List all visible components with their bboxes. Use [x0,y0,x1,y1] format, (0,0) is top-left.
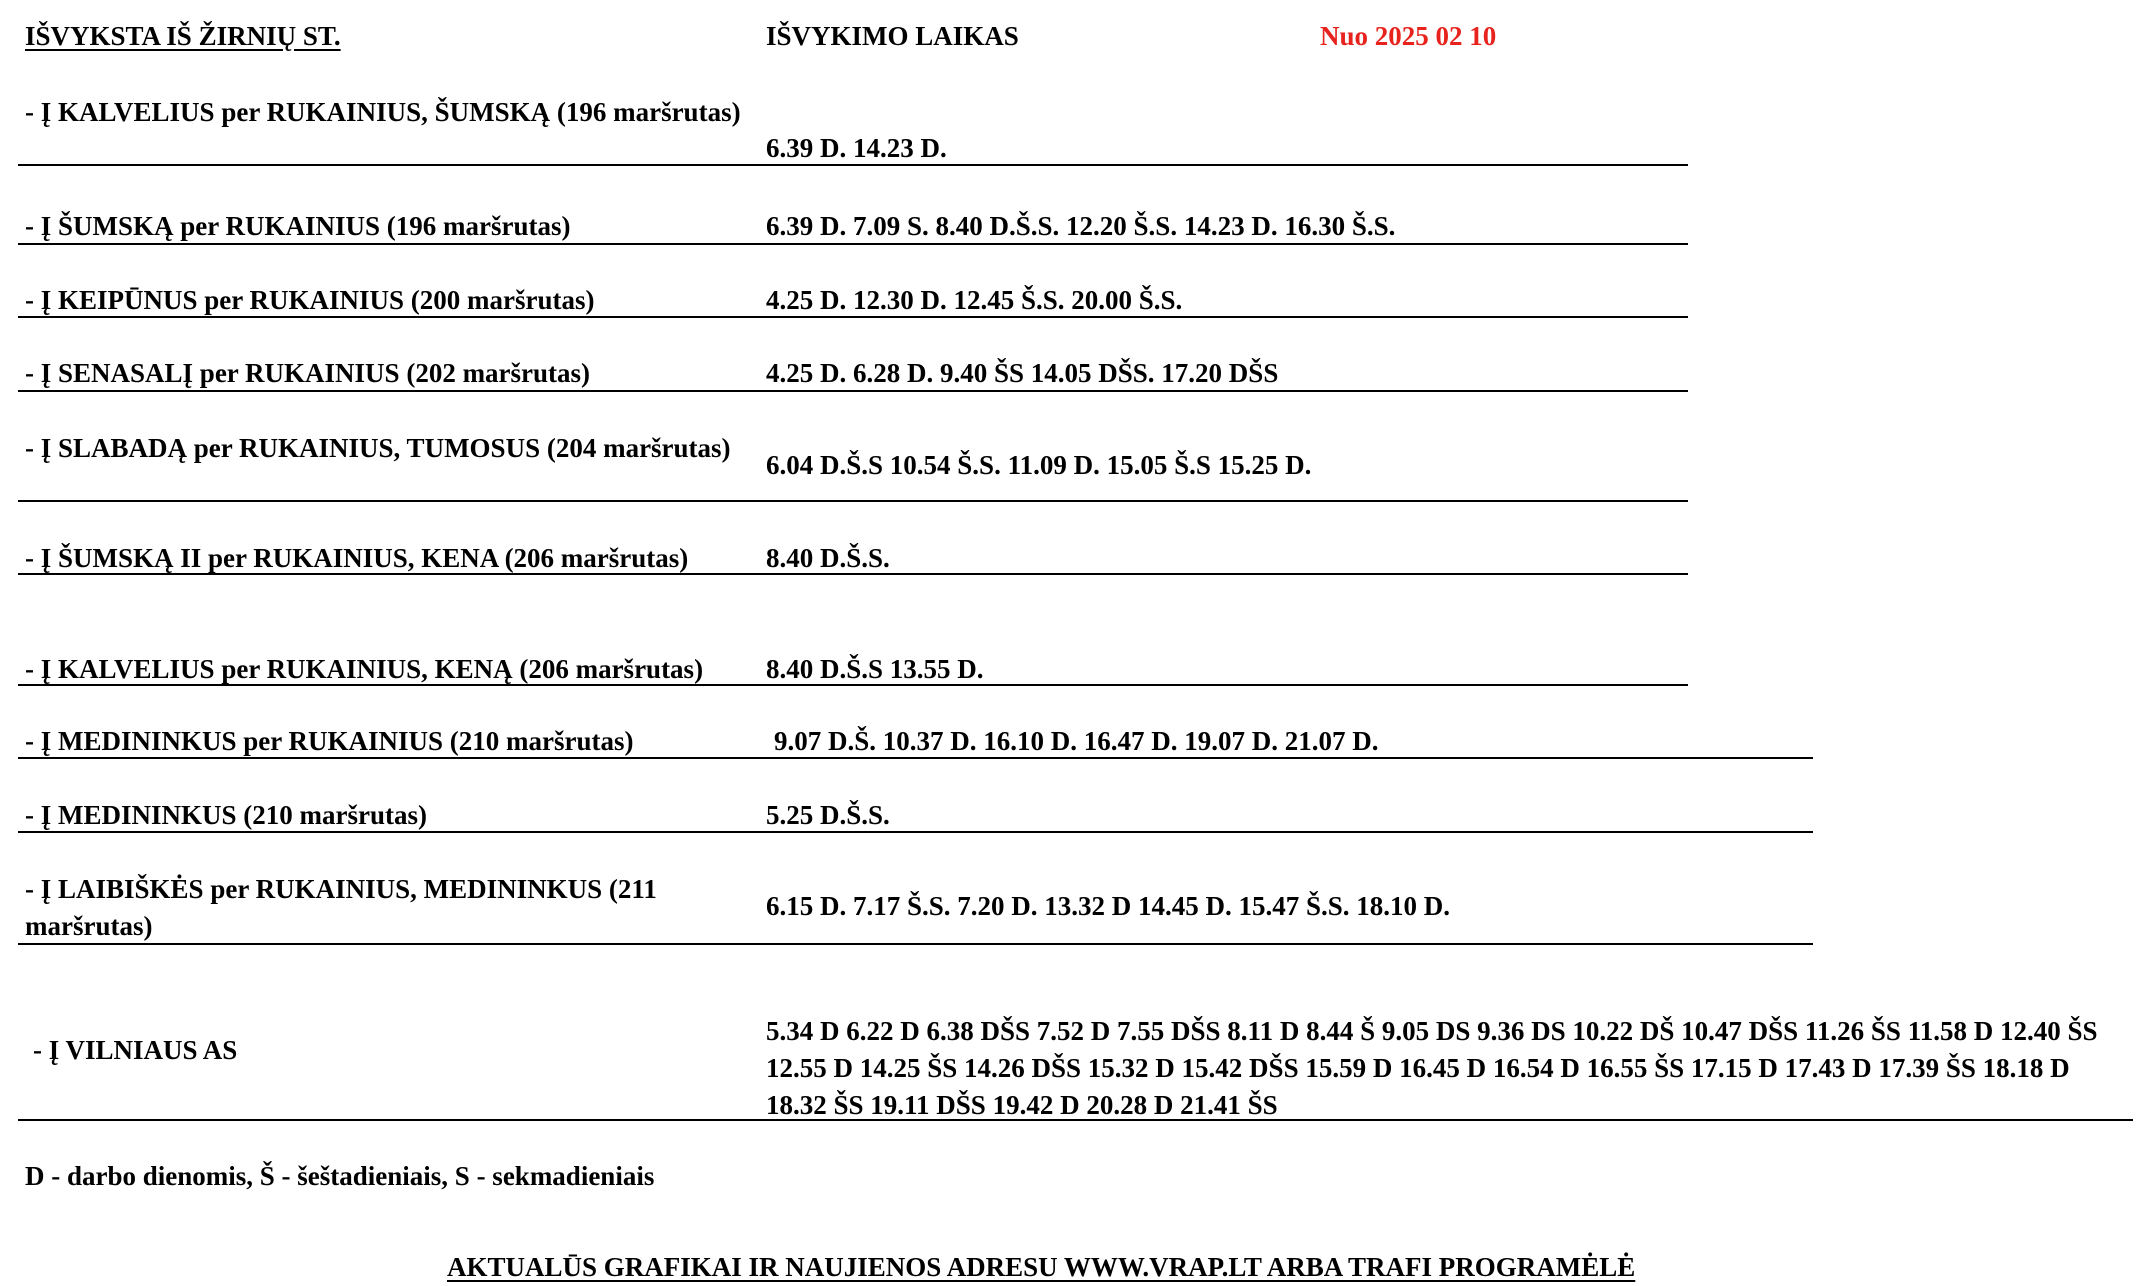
route-destination: - Į KALVELIUS per RUKAINIUS, ŠUMSKĄ (196 maršrutas) [25,97,741,127]
route-times: 9.07 D.Š. 10.37 D. 16.10 D. 16.47 D. 19.07 D. 21.07 D. [774,726,1379,756]
route-destination: - Į ŠUMSKĄ II per RUKAINIUS, KENA (206 maršrutas) [25,543,689,573]
route-times: 6.04 D.Š.S 10.54 Š.S. 11.09 D. 15.05 Š.S 15.25 D. [766,450,1312,480]
route-times: 8.40 D.Š.S. [766,543,890,573]
header-departure-time: IŠVYKIMO LAIKAS [766,21,1019,51]
route-times: 6.39 D. 7.09 S. 8.40 D.Š.S. 12.20 Š.S. 14.23 D. 16.30 Š.S. [766,211,1396,241]
row-divider [18,243,1688,245]
row-divider [18,757,1813,759]
row-divider [18,500,1688,502]
route-times: 8.40 D.Š.S 13.55 D. [766,654,984,684]
row-divider [18,316,1688,318]
row-divider [18,943,1813,945]
route-destination: - Į MEDININKUS (210 maršrutas) [25,800,427,830]
row-divider [18,1119,2133,1121]
route-destination: - Į KALVELIUS per RUKAINIUS, KENĄ (206 maršrutas) [25,654,704,684]
route-destination: - Į LAIBIŠKĖS per RUKAINIUS, MEDININKUS (211 maršrutas) [25,874,657,941]
header-valid-from: Nuo 2025 02 10 [1320,21,1497,51]
route-destination: - Į ŠUMSKĄ per RUKAINIUS (196 maršrutas) [25,211,571,241]
route-destination: - Į MEDININKUS per RUKAINIUS (210 maršrutas) [25,726,634,756]
route-destination: - Į SLABADĄ per RUKAINIUS, TUMOSUS (204 maršrutas) [25,433,731,463]
route-destination: - Į SENASALĮ per RUKAINIUS (202 maršrutas) [25,358,591,388]
route-times: 4.25 D. 6.28 D. 9.40 ŠS 14.05 DŠS. 17.20 DŠS [766,358,1279,388]
header-departs-from: IŠVYKSTA IŠ ŽIRNIŲ ST. [25,21,341,51]
route-destination: - Į KEIPŪNUS per RUKAINIUS (200 maršrutas) [25,285,595,315]
route-times: 6.15 D. 7.17 Š.S. 7.20 D. 13.32 D 14.45 D. 15.47 Š.S. 18.10 D. [766,891,1451,921]
route-times: 5.34 D 6.22 D 6.38 DŠS 7.52 D 7.55 DŠS 8.11 D 8.44 Š 9.05 DS 9.36 DS 10.22 DŠ 10.47 DŠS 11.26 ŠS 11.58 D 12.40 ŠS 12.55 D 14.25 ŠS 14.26 DŠS 15.32 D 15.42 DŠS 15.59 D 16.45 D 16.54 D 16.55 ŠS 17.15 D 17.43 D 17.39 ŠS 18.18 D 18.32 ŠS 19.11 DŠS 19.42 D 20.28 D 21.41 ŠS [766,1016,2098,1120]
route-times: 4.25 D. 12.30 D. 12.45 Š.S. 20.00 Š.S. [766,285,1183,315]
route-times: 5.25 D.Š.S. [766,800,890,830]
row-divider [18,831,1813,833]
row-divider [18,684,1688,686]
row-divider [18,573,1688,575]
row-divider [18,164,1688,166]
legend: D - darbo dienomis, Š - šeštadieniais, S - sekmadieniais [25,1161,655,1191]
footer-link-notice: AKTUALŪS GRAFIKAI IR NAUJIENOS ADRESU WWW.VRAP.LT ARBA TRAFI PROGRAMĖLĖ [447,1252,1636,1282]
row-divider [18,390,1688,392]
route-times: 6.39 D. 14.23 D. [766,133,947,163]
route-destination: - Į VILNIAUS AS [33,1035,238,1065]
